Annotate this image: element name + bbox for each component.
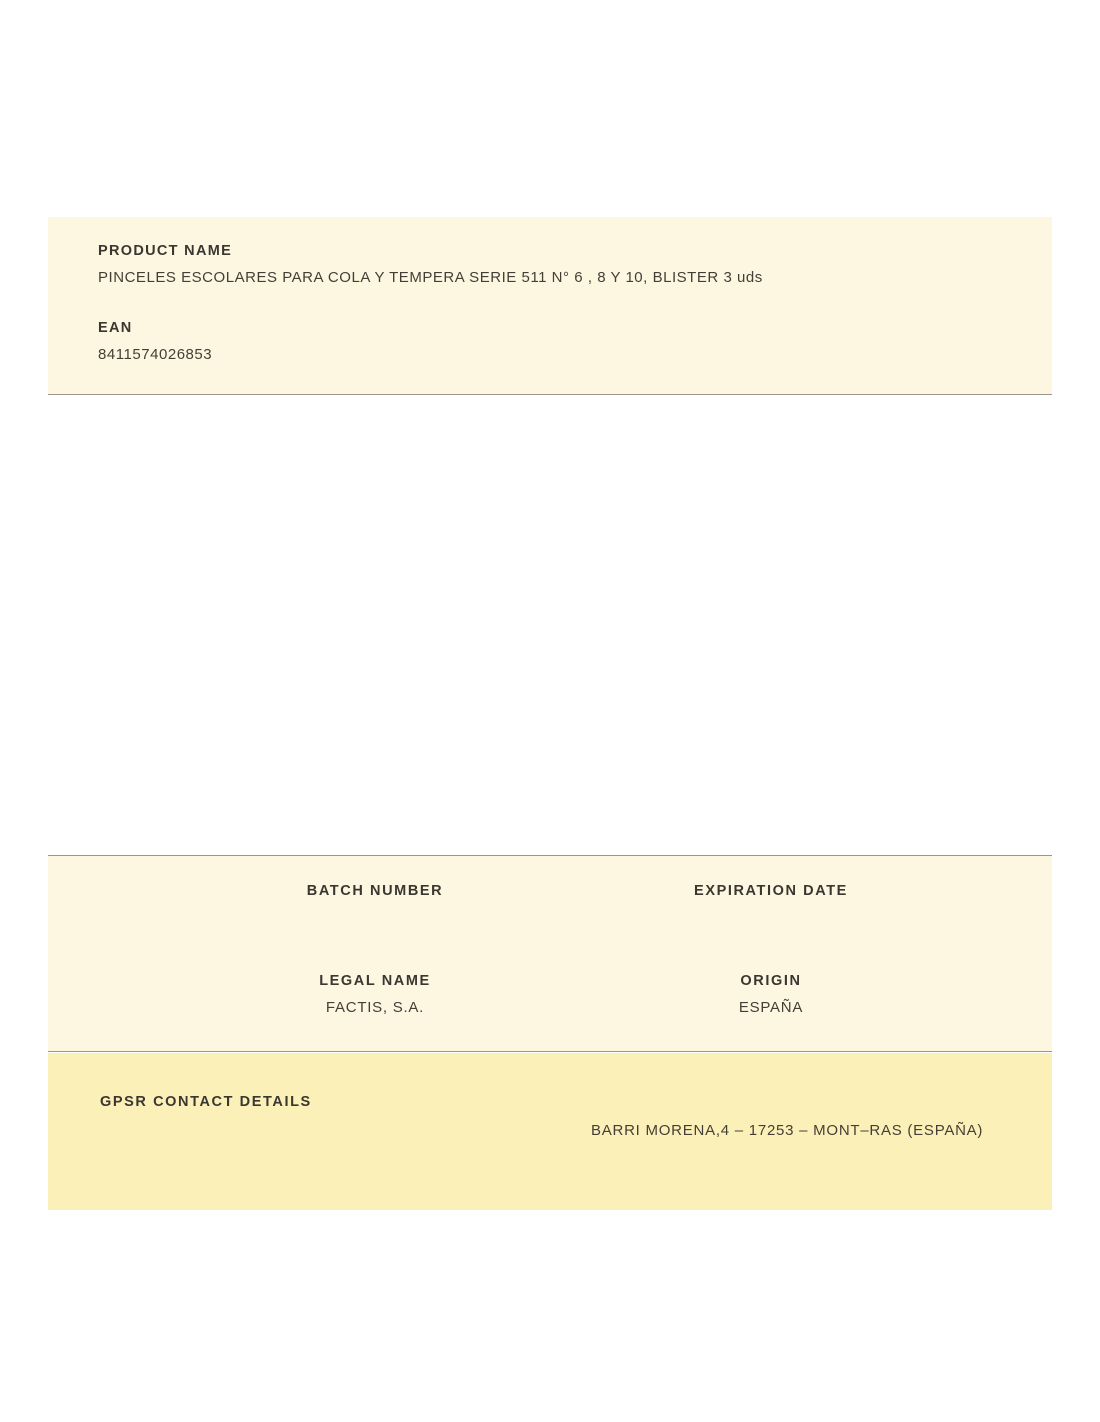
batch-number-cell [230,883,520,909]
batch-number-label: BATCH NUMBER [306,883,444,899]
details-grid [48,856,1052,1051]
gpsr-contact-address: BARRI MORENA,4 – 17253 – MONT–RAS (ESPAÑA) [591,1122,984,1139]
origin-value: ESPAÑA [738,999,804,1016]
ean-label: EAN [98,320,133,336]
product-info-panel [48,217,1052,395]
origin-label: ORIGIN [740,973,802,989]
product-name-label: PRODUCT NAME [98,243,233,259]
legal-name-value: FACTIS, S.A. [325,999,425,1016]
gpsr-contact-label: GPSR CONTACT DETAILS [100,1094,312,1110]
gpsr-contact-panel [48,1053,1052,1210]
ean-value: 8411574026853 [98,346,213,363]
expiration-date-label: EXPIRATION DATE [694,883,848,899]
product-details-panel [48,855,1052,1052]
spacer [98,286,1002,320]
origin-cell [626,973,916,1016]
product-name-value: PINCELES ESCOLARES PARA COLA Y TEMPERA SERIE 511 N° 6 , 8 Y 10, BLISTER 3 uds [98,269,763,286]
legal-name-label: LEGAL NAME [319,973,431,989]
expiration-date-cell [626,883,916,909]
legal-name-cell [230,973,520,1016]
